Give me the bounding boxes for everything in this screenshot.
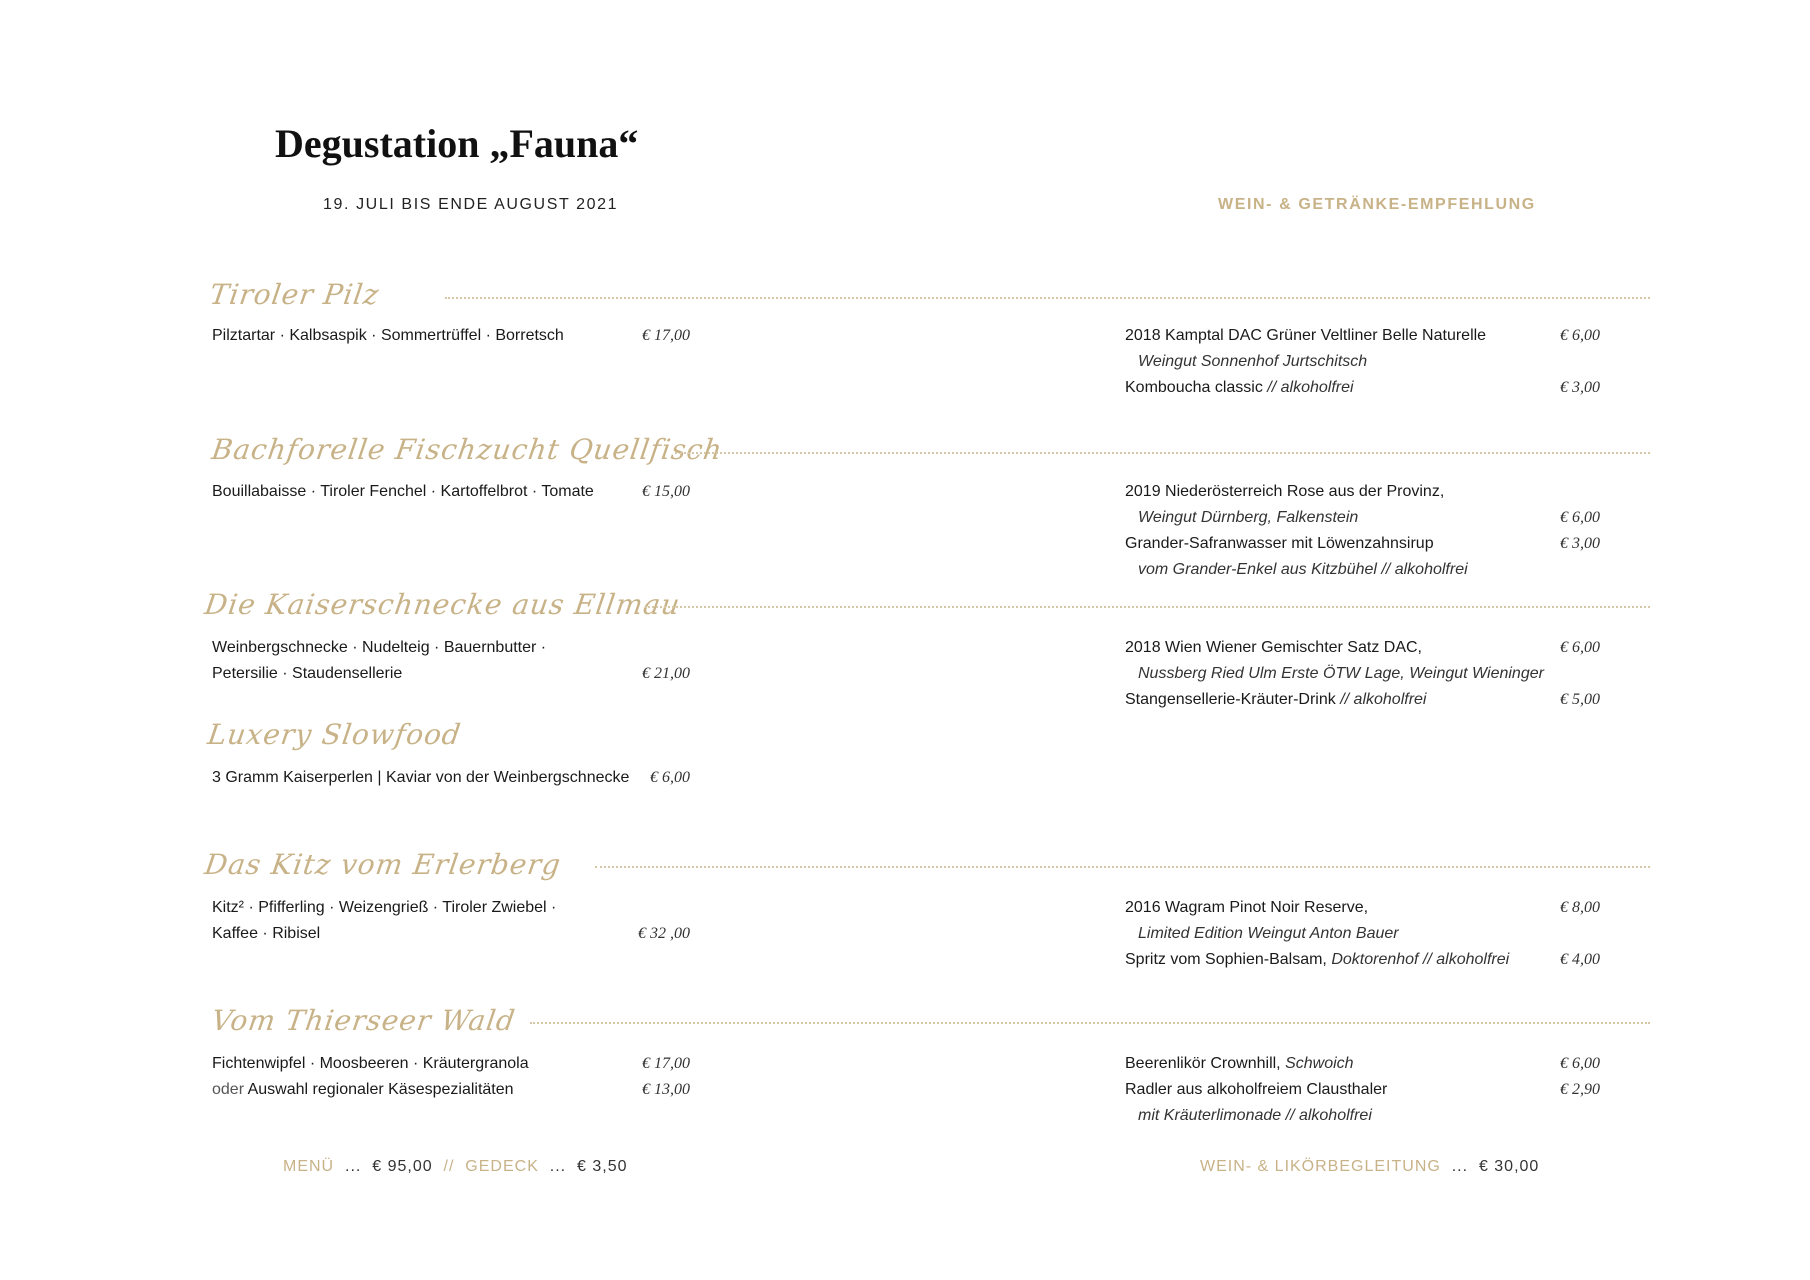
drink-line: [1125, 1054, 1354, 1074]
menu-price-footer: [283, 1158, 627, 1176]
food-prefix: oder: [212, 1081, 248, 1098]
dots: ...: [549, 1158, 567, 1175]
drink-note: // alkoholfrei: [1267, 379, 1354, 396]
drink-name: Spritz vom Sophien-Balsam,: [1125, 951, 1332, 968]
drink-name: Beerenlikör Crownhill,: [1125, 1055, 1286, 1072]
wine-pairing-price: € 30,00: [1478, 1158, 1540, 1175]
page-title: Degustation „Fauna“: [275, 121, 639, 166]
drink-name: Stangensellerie-Kräuter-Drink: [1125, 691, 1341, 708]
section-divider: [595, 866, 1650, 868]
drink-note: Schwoich: [1285, 1055, 1354, 1072]
food-line: Bouillabaisse · Tiroler Fenchel · Kartoffelbrot · Tomate: [212, 483, 594, 500]
food-line: [212, 1080, 514, 1100]
section-divider: [645, 606, 1650, 608]
food-price: € 17,00: [642, 1055, 690, 1072]
gedeck-label: GEDECK: [465, 1158, 539, 1175]
section-divider: [445, 297, 1650, 299]
food-price: € 32 ,00: [638, 925, 690, 942]
food-line: 3 Gramm Kaiserperlen | Kaviar von der Weinbergschnecke: [212, 769, 630, 786]
food-line: Fichtenwipfel · Moosbeeren · Kräutergranola: [212, 1055, 529, 1072]
drink-name: Komboucha classic: [1125, 379, 1268, 396]
drink-sub-line: mit Kräuterlimonade // alkoholfrei: [1138, 1107, 1372, 1124]
drink-line: Radler aus alkoholfreiem Clausthaler: [1125, 1081, 1388, 1098]
drink-line: 2018 Kamptal DAC Grüner Veltliner Belle Naturelle: [1125, 327, 1487, 344]
section-divider: [675, 452, 1650, 454]
course-title-luxery-slowfood: Luxery Slowfood: [205, 718, 464, 751]
drink-price: € 5,00: [1560, 691, 1600, 708]
drink-price: € 6,00: [1560, 327, 1600, 344]
wine-pairing-label: WEIN- & LIKÖRBEGLEITUNG: [1200, 1158, 1441, 1175]
course-title-kaiserschnecke: Die Kaiserschnecke aus Ellmau: [202, 588, 683, 621]
drink-line: 2018 Wien Wiener Gemischter Satz DAC,: [1125, 639, 1422, 656]
drink-note: Doktorenhof // alkoholfrei: [1331, 951, 1510, 968]
drink-line: [1125, 378, 1354, 398]
drink-sub-line: vom Grander-Enkel aus Kitzbühel // alkoholfrei: [1138, 561, 1468, 578]
menu-label: MENÜ: [283, 1158, 335, 1175]
food-price: € 15,00: [642, 483, 690, 500]
gedeck-price: € 3,50: [577, 1158, 628, 1175]
course-title-tiroler-pilz: Tiroler Pilz: [207, 278, 382, 311]
drink-line: 2019 Niederösterreich Rose aus der Provinz,: [1125, 483, 1445, 500]
drink-price: € 6,00: [1560, 1055, 1600, 1072]
course-title-bachforelle: Bachforelle Fischzucht Quellfisch: [209, 433, 725, 466]
dots: ...: [1451, 1158, 1469, 1175]
date-range: 19. JULI BIS ENDE AUGUST 2021: [323, 196, 619, 213]
food-line: Kaffee · Ribisel: [212, 925, 321, 942]
drink-sub-line: Nussberg Ried Ulm Erste ÖTW Lage, Weingut Wieninger: [1138, 665, 1544, 682]
drink-line: 2016 Wagram Pinot Noir Reserve,: [1125, 899, 1369, 916]
drink-price: € 4,00: [1560, 951, 1600, 968]
food-price: € 13,00: [642, 1081, 690, 1098]
drink-price: € 6,00: [1560, 509, 1600, 526]
menu-price: € 95,00: [372, 1158, 433, 1175]
wine-pairing-footer: [1200, 1158, 1539, 1176]
food-line: Kitz² · Pfifferling · Weizengrieß · Tiroler Zwiebel ·: [212, 899, 557, 916]
dots: ...: [345, 1158, 362, 1175]
drink-sub-line: Weingut Dürnberg, Falkenstein: [1138, 509, 1359, 526]
course-title-kitz: Das Kitz vom Erlerberg: [202, 848, 564, 881]
food-price: € 17,00: [642, 327, 690, 344]
drink-note: // alkoholfrei: [1340, 691, 1427, 708]
drink-sub-line: Limited Edition Weingut Anton Bauer: [1138, 925, 1399, 942]
food-line: Weinbergschnecke · Nudelteig · Bauernbutter ·: [212, 639, 547, 656]
drink-line: [1125, 950, 1509, 970]
drink-price: € 6,00: [1560, 639, 1600, 656]
drink-price: € 3,00: [1560, 379, 1600, 396]
drink-line: [1125, 690, 1426, 710]
food-price: € 6,00: [650, 769, 690, 786]
food-line: Petersilie · Staudensellerie: [212, 665, 403, 682]
drink-sub-line: Weingut Sonnenhof Jurtschitsch: [1138, 353, 1368, 370]
drink-price: € 2,90: [1560, 1081, 1600, 1098]
course-title-thierseer-wald: Vom Thierseer Wald: [209, 1004, 518, 1037]
drink-price: € 8,00: [1560, 899, 1600, 916]
separator: //: [443, 1158, 455, 1175]
food-text: Auswahl regionaler Käsespezialitäten: [247, 1081, 514, 1098]
drink-price: € 3,00: [1560, 535, 1600, 552]
food-price: € 21,00: [642, 665, 690, 682]
drink-line: Grander-Safranwasser mit Löwenzahnsirup: [1125, 535, 1434, 552]
section-divider: [530, 1022, 1650, 1024]
food-line: Pilztartar · Kalbsaspik · Sommertrüffel · Borretsch: [212, 327, 564, 344]
wine-recommendation-heading: WEIN- & GETRÄNKE-EMPFEHLUNG: [1218, 196, 1536, 213]
